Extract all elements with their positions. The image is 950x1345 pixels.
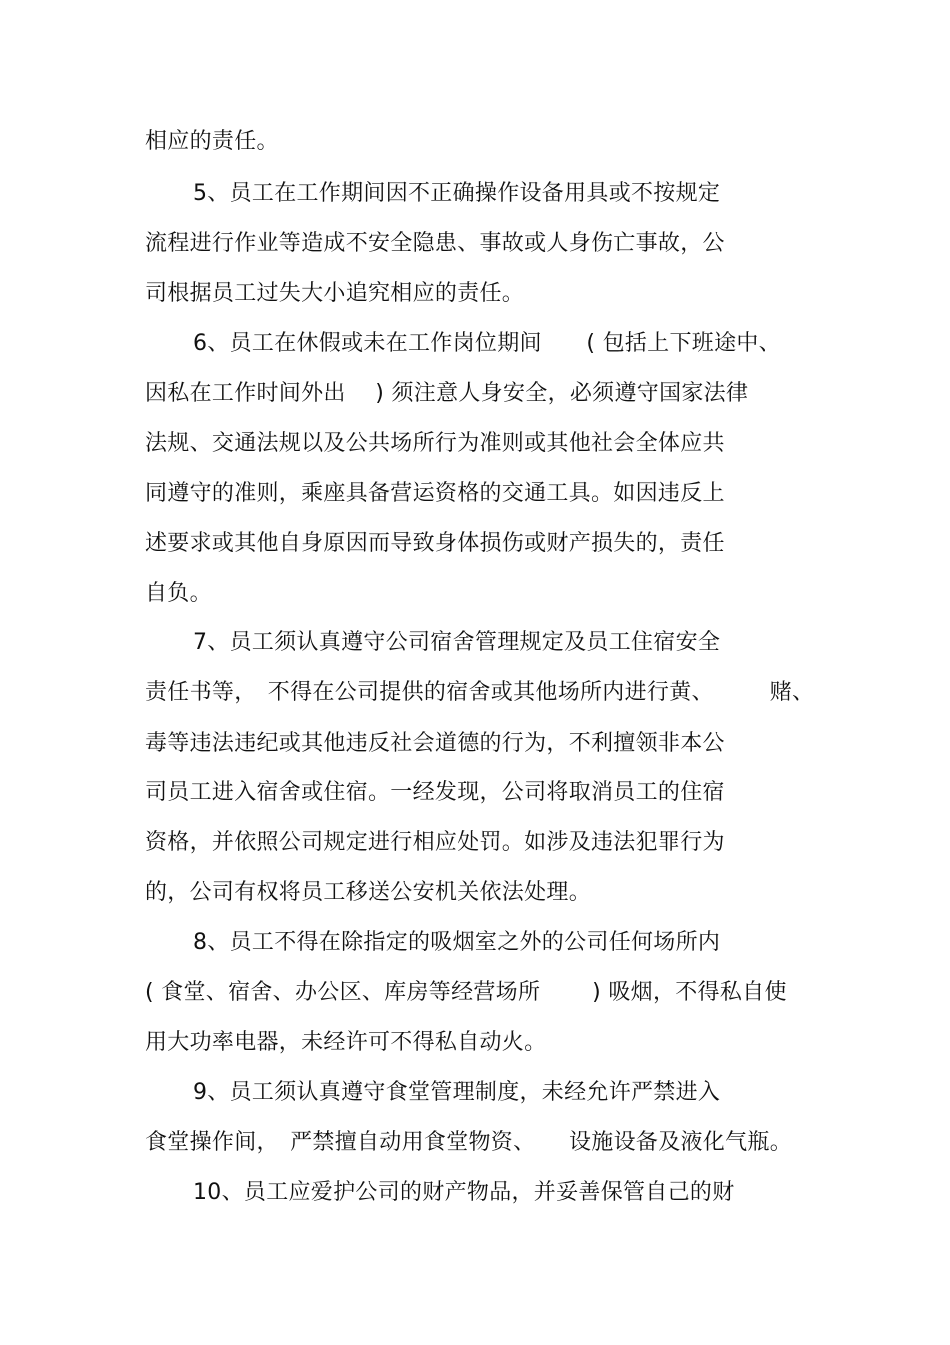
paragraph-9-start: 9、员工须认真遵守食堂管理制度，未经允许严禁进入 xyxy=(193,1080,721,1105)
text-line: 用大功率电器，未经许可不得私自动火。 xyxy=(145,1030,547,1055)
text-line: 司员工进入宿舍或住宿。一经发现，公司将取消员工的住宿 xyxy=(145,780,725,805)
text-line: 食堂操作间， 严禁擅自动用食堂物资、 设施设备及液化气瓶。 xyxy=(145,1130,793,1155)
paragraph-8-start: 8、员工不得在除指定的吸烟室之外的公司任何场所内 xyxy=(193,930,721,955)
text-line: 流程进行作业等造成不安全隐患、事故或人身伤亡事故，公 xyxy=(145,231,725,256)
text-line: 司根据员工过失大小追究相应的责任。 xyxy=(145,281,525,306)
text-line: 因私在工作时间外出 ) 须注意人身安全，必须遵守国家法律 xyxy=(145,381,749,406)
paragraph-5-start: 5、员工在工作期间因不正确操作设备用具或不按规定 xyxy=(193,181,721,206)
text-line: ( 食堂、宿舍、办公区、库房等经营场所 ) 吸烟，不得私自使 xyxy=(145,980,787,1005)
paragraph-10-start: 10、员工应爱护公司的财产物品，并妥善保管自己的财 xyxy=(193,1180,735,1205)
text-line: 述要求或其他自身原因而导致身体损伤或财产损失的，责任 xyxy=(145,531,725,556)
text-line: 自负。 xyxy=(145,581,212,606)
text-line: 同遵守的准则，乘座具备营运资格的交通工具。如因违反上 xyxy=(145,481,725,506)
text-line: 相应的责任。 xyxy=(145,129,279,154)
paragraph-7-start: 7、员工须认真遵守公司宿舍管理规定及员工住宿安全 xyxy=(193,630,721,655)
text-line: 的，公司有权将员工移送公安机关依法处理。 xyxy=(145,880,592,905)
paragraph-6-start: 6、员工在休假或未在工作岗位期间 ( 包括上下班途中、 xyxy=(193,331,781,356)
text-line: 法规、交通法规以及公共场所行为准则或其他社会全体应共 xyxy=(145,431,725,456)
text-line: 毒等违法违纪或其他违反社会道德的行为，不利擅领非本公 xyxy=(145,731,725,756)
text-line: 资格，并依照公司规定进行相应处罚。如涉及违法犯罪行为 xyxy=(145,830,725,855)
text-line: 责任书等， 不得在公司提供的宿舍或其他场所内进行黄、 赌、 xyxy=(145,680,815,705)
